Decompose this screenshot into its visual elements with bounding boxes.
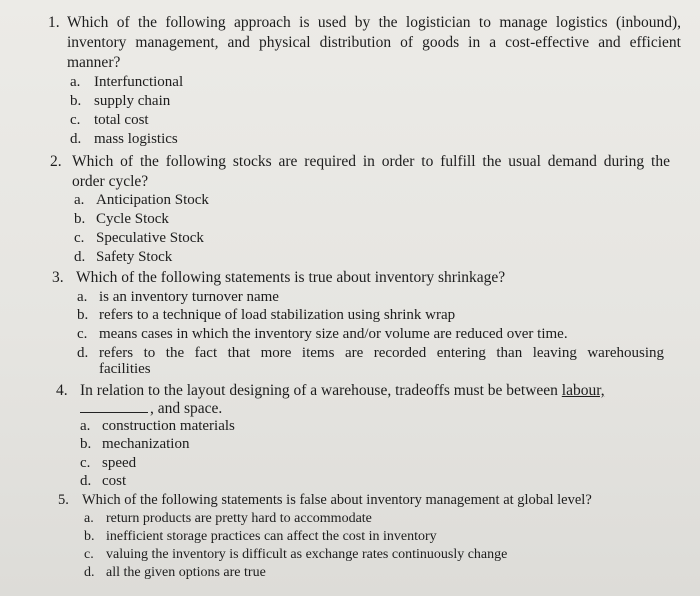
option-text: return products are pretty hard to accommodate [106,511,372,526]
option-letter: d. [80,473,92,489]
option-text: refers to a technique of load stabilization using shrink wrap [99,307,456,323]
question-stem-text: In relation to the layout designing of a warehouse, tradeoffs must be between [80,382,558,399]
answer-option[interactable] [70,93,670,111]
option-letter: c. [84,547,94,562]
question-stem-line: order cycle? [72,173,149,190]
answer-option[interactable] [70,112,670,130]
option-letter: d. [74,249,86,265]
answer-option[interactable] [80,455,680,473]
answer-option[interactable] [74,192,674,210]
option-text: valuing the inventory is difficult as exchange rates continuously change [106,547,508,562]
question-stem-line: Which of the following statements is true about inventory shrinkage? [76,269,506,286]
option-letter: b. [70,93,82,109]
question-stem-line: inventory management, and physical distribution of goods in a cost-effective and efficient [67,34,681,51]
option-text: mass logistics [94,131,178,147]
option-text: is an inventory turnover name [99,289,279,305]
answer-option[interactable] [84,565,684,583]
option-text: Cycle Stock [96,211,169,227]
option-letter: c. [77,326,88,342]
answer-option[interactable] [80,473,680,491]
answer-option[interactable] [77,289,677,307]
answer-option[interactable] [84,511,684,529]
option-letter: b. [84,529,95,544]
option-text: mechanization [102,436,190,452]
option-letter: b. [77,307,89,323]
question-stem-line: Which of the following statements is false about inventory management at global level? [82,492,592,508]
question-number: 4. [56,382,68,399]
option-letter: a. [80,418,91,434]
option-text: Speculative Stock [96,230,204,246]
option-text: speed [102,455,137,471]
option-letter: a. [77,289,88,305]
option-letter: d. [70,131,82,147]
option-text: refers to the fact that more items are recorded entering than leaving warehousing [99,345,664,361]
question-number: 2. [50,153,62,170]
answer-option[interactable] [84,529,684,547]
answer-option[interactable] [74,211,674,229]
option-letter: d. [77,345,89,361]
question-stem-text: , and space. [150,400,223,417]
option-letter: b. [74,211,86,227]
option-letter: a. [74,192,85,208]
option-letter: b. [80,436,92,452]
option-text: total cost [94,112,149,128]
option-letter: c. [74,230,85,246]
fill-in-blank[interactable] [80,412,148,413]
option-text: construction materials [102,418,235,434]
option-text: Anticipation Stock [96,192,209,208]
option-letter: d. [84,565,95,580]
answer-option[interactable] [77,326,677,344]
option-letter: c. [70,112,81,128]
option-text: supply chain [94,93,171,109]
question-stem-line: Which of the following approach is used by the logistician to manage logistics (inbound), [67,14,681,31]
question-number: 3. [52,269,64,286]
question-number: 5. [58,492,69,508]
answer-option[interactable] [80,436,680,454]
option-text: Safety Stock [96,249,173,265]
question-stem-line [80,400,222,418]
option-text: inefficient storage practices can affect the cost in inventory [106,529,437,544]
option-letter: c. [80,455,91,471]
answer-option[interactable] [74,249,674,267]
option-text: Interfunctional [94,74,184,90]
answer-option[interactable] [84,547,684,565]
option-letter: a. [84,511,94,526]
option-text: all the given options are true [106,565,266,580]
answer-option[interactable] [70,131,670,149]
answer-option[interactable] [77,345,677,379]
answer-option[interactable] [80,418,680,436]
answer-option[interactable] [77,307,677,325]
question-stem-line: Which of the following stocks are required in order to fulfill the usual demand during the [72,153,670,170]
option-letter: a. [70,74,81,90]
question-number: 1. [48,14,60,31]
question-stem-line: manner? [67,54,121,71]
answer-option[interactable] [74,230,674,248]
option-text: means cases in which the inventory size and/or volume are reduced over time. [99,326,568,342]
question-stem-line [80,382,672,400]
option-text: cost [102,473,127,489]
answer-option[interactable] [70,74,670,92]
underlined-word: labour, [561,382,605,399]
option-text-continuation: facilities [99,361,151,377]
